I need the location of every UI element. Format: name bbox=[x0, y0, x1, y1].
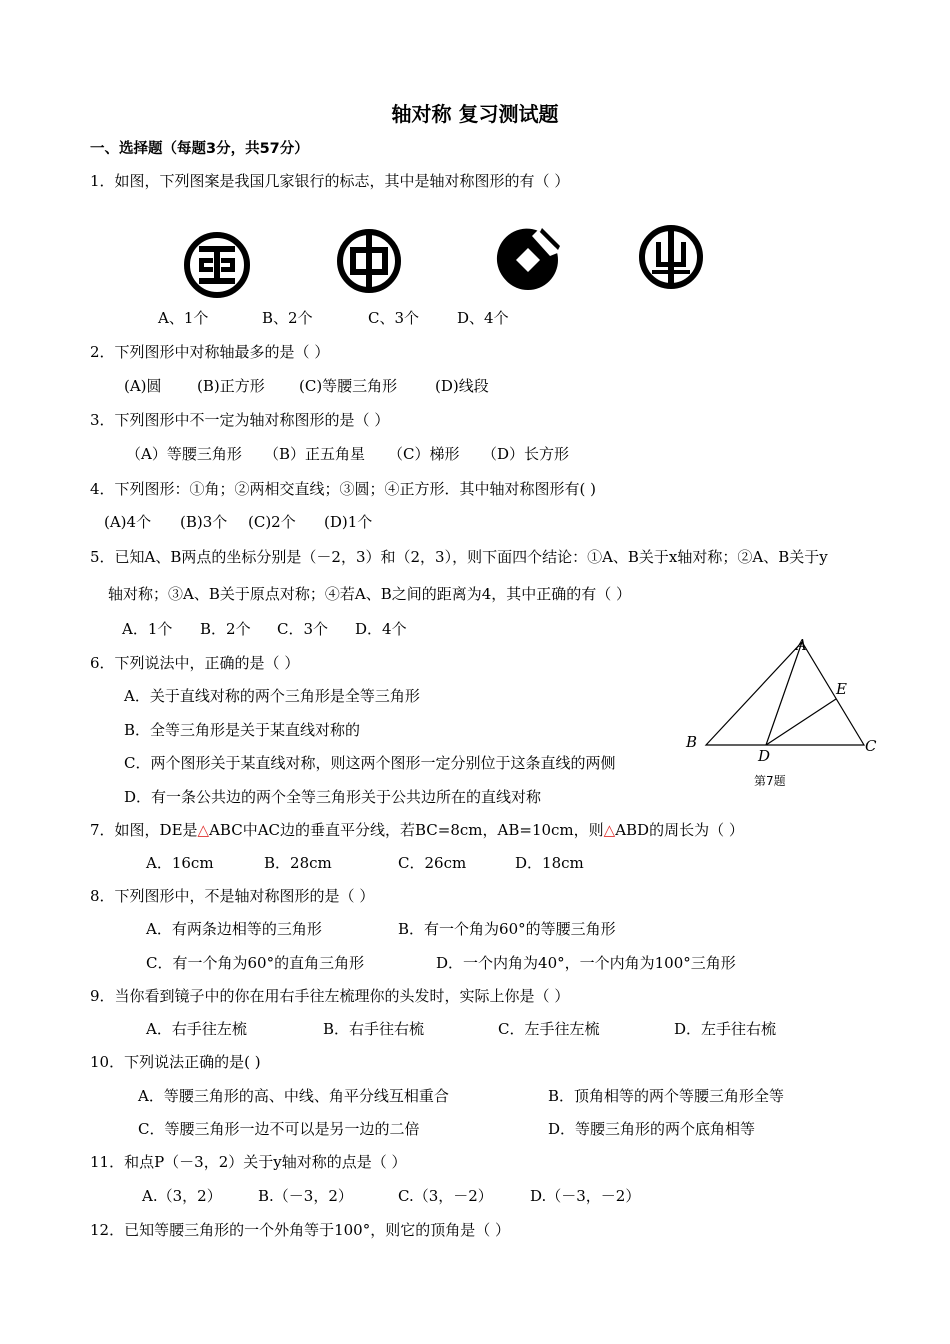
q7-option-b: B．28cm bbox=[264, 854, 332, 872]
section-heading: 一、选择题（每题3分，共57分） bbox=[90, 141, 309, 157]
q11-option-c: C.（3，－2） bbox=[398, 1187, 493, 1205]
q8-option-c: C．有一个角为60°的直角三角形 bbox=[146, 954, 365, 972]
q3-option-c: （C）梯形 bbox=[388, 445, 460, 463]
segment-de bbox=[766, 699, 836, 745]
q11-option-d: D.（－3，－2） bbox=[530, 1187, 641, 1205]
segment-ad bbox=[766, 642, 802, 745]
q2-option-a: (A)圆 bbox=[124, 377, 162, 395]
q9-option-d: D．左手往右梳 bbox=[674, 1020, 777, 1038]
q3-option-b: （B）正五角星 bbox=[264, 445, 366, 463]
q4-option-a: (A)4个 bbox=[104, 513, 152, 531]
agricultural-bank-logo-icon bbox=[638, 224, 704, 290]
q4-option-d: (D)1个 bbox=[324, 513, 373, 531]
question-5-line-2: 轴对称；③A、B关于原点对称；④若A、B之间的距离为4，其中正确的有（ ） bbox=[108, 585, 632, 603]
q7-option-c: C．26cm bbox=[398, 854, 467, 872]
question-2-stem: 2．下列图形中对称轴最多的是（ ） bbox=[90, 343, 330, 361]
q5-option-b: B．2个 bbox=[200, 620, 251, 638]
label-c: C bbox=[865, 737, 877, 755]
q2-option-c: (C)等腰三角形 bbox=[299, 377, 398, 395]
q11-option-a: A.（3，2） bbox=[142, 1187, 222, 1205]
q6-option-d: D．有一条公共边的两个全等三角形关于公共边所在的直线对称 bbox=[124, 788, 542, 806]
triangle-symbol: △ bbox=[197, 821, 210, 839]
q11-option-b: B.（－3，2） bbox=[258, 1187, 353, 1205]
figure-7-caption: 第7题 bbox=[754, 774, 786, 788]
q6-option-b: B．全等三角形是关于某直线对称的 bbox=[124, 721, 361, 739]
question-10-stem: 10．下列说法正确的是( ) bbox=[90, 1053, 261, 1071]
q3-option-d: （D）长方形 bbox=[482, 445, 570, 463]
q10-option-b: B．顶角相等的两个等腰三角形全等 bbox=[548, 1087, 785, 1105]
question-7-stem bbox=[90, 821, 744, 839]
q2-option-d: (D)线段 bbox=[435, 377, 489, 395]
page-title: 轴对称 复习测试题 bbox=[391, 102, 559, 126]
q1-option-c: C、3个 bbox=[368, 309, 420, 327]
q7-option-a: A．16cm bbox=[146, 854, 214, 872]
q6-option-c: C．两个图形关于某直线对称，则这两个图形一定分别位于这条直线的两侧 bbox=[124, 754, 616, 772]
q8-option-b: B．有一个角为60°的等腰三角形 bbox=[398, 920, 616, 938]
question-9-stem: 9．当你看到镜子中的你在用右手往左梳理你的头发时，实际上你是（ ） bbox=[90, 987, 570, 1005]
icbc-logo-icon bbox=[184, 232, 250, 298]
q6-option-a: A．关于直线对称的两个三角形是全等三角形 bbox=[124, 687, 420, 705]
q3-option-a: （A）等腰三角形 bbox=[126, 445, 242, 463]
question-4-stem: 4．下列图形：①角；②两相交直线；③圆；④正方形．其中轴对称图形有( ) bbox=[90, 480, 597, 498]
q4-option-c: (C)2个 bbox=[248, 513, 296, 531]
question-6-stem: 6．下列说法中，正确的是（ ） bbox=[90, 654, 300, 672]
q9-option-b: B．右手往右梳 bbox=[323, 1020, 425, 1038]
q9-option-c: C．左手往左梳 bbox=[498, 1020, 600, 1038]
question-5-line-1: 5．已知A、B两点的坐标分别是（－2，3）和（2，3），则下面四个结论：①A、B关于x轴对称；②A、B关于y bbox=[90, 548, 828, 566]
q1-option-b: B、2个 bbox=[262, 309, 313, 327]
q7-option-d: D．18cm bbox=[515, 854, 584, 872]
q1-option-d: D、4个 bbox=[457, 309, 509, 327]
triangle-symbol: △ bbox=[603, 821, 616, 839]
bank-of-china-logo-icon bbox=[336, 228, 402, 294]
label-e: E bbox=[836, 680, 847, 698]
q1-option-a: A、1个 bbox=[158, 309, 209, 327]
figure-7-triangle-diagram bbox=[676, 632, 886, 792]
question-12-stem: 12．已知等腰三角形的一个外角等于100°，则它的顶角是（ ） bbox=[90, 1221, 510, 1239]
q10-option-a: A．等腰三角形的高、中线、角平分线互相重合 bbox=[138, 1087, 449, 1105]
q8-option-d: D．一个内角为40°，一个内角为100°三角形 bbox=[436, 954, 736, 972]
q5-option-d: D．4个 bbox=[355, 620, 407, 638]
q8-option-a: A．有两条边相等的三角形 bbox=[146, 920, 322, 938]
q7-stem-part-2: ABC中AC边的垂直平分线，若BC=8cm，AB=10cm，则 bbox=[209, 821, 604, 839]
question-11-stem: 11．和点P（－3，2）关于y轴对称的点是（ ） bbox=[90, 1153, 407, 1171]
q9-option-a: A．右手往左梳 bbox=[146, 1020, 247, 1038]
q5-option-a: A．1个 bbox=[122, 620, 173, 638]
q10-option-d: D．等腰三角形的两个底角相等 bbox=[548, 1120, 756, 1138]
q7-stem-part-1: 7．如图，DE是 bbox=[90, 821, 198, 839]
question-3-stem: 3．下列图形中不一定为轴对称图形的是（ ） bbox=[90, 411, 390, 429]
label-a: A bbox=[796, 636, 807, 654]
question-8-stem: 8．下列图形中，不是轴对称图形的是（ ） bbox=[90, 887, 375, 905]
q7-stem-part-3: ABD的周长为（ ） bbox=[615, 821, 744, 839]
label-b: B bbox=[686, 733, 698, 751]
q4-option-b: (B)3个 bbox=[180, 513, 228, 531]
q10-option-c: C．等腰三角形一边不可以是另一边的二倍 bbox=[138, 1120, 420, 1138]
construction-bank-logo-icon bbox=[494, 226, 562, 294]
q5-option-c: C．3个 bbox=[277, 620, 329, 638]
label-d: D bbox=[758, 747, 771, 765]
question-1-stem: 1．如图，下列图案是我国几家银行的标志，其中是轴对称图形的有（ ） bbox=[90, 172, 570, 190]
q2-option-b: (B)正方形 bbox=[197, 377, 265, 395]
